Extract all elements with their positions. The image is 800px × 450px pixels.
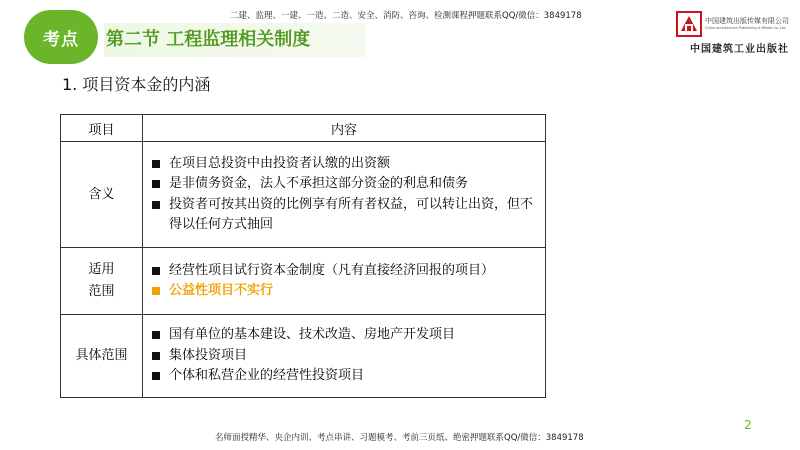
row-category [61, 248, 143, 315]
list-item [152, 154, 540, 175]
list-item-text: 在项目总投资中由投资者认缴的出资额 [169, 155, 391, 171]
square-bullet-icon [152, 372, 160, 380]
row-content [143, 142, 546, 248]
list-item [152, 366, 540, 387]
row-content [143, 315, 546, 398]
square-bullet-icon [152, 287, 160, 295]
section-title: 第二节 工程监理相关制度 [106, 29, 311, 50]
publisher-logo [676, 10, 792, 38]
list-item-text: 投资者可按其出资的比例享有所有者权益，可以转让出资，但不得以任何方式抽回 [169, 196, 534, 232]
square-bullet-icon [152, 201, 160, 209]
list-item [152, 174, 540, 195]
publisher-logo-icon [676, 11, 702, 37]
header-content: 内容 [143, 115, 546, 142]
square-bullet-icon [152, 267, 160, 275]
square-bullet-icon [152, 160, 160, 168]
bullet-list [144, 325, 544, 387]
table-header-row [61, 115, 546, 142]
list-item-text: 个体和私营企业的经营性投资项目 [169, 368, 365, 384]
bullet-list [144, 154, 544, 236]
list-item-text: 是非债务资金，法人不承担这部分资金的利息和债务 [169, 176, 469, 191]
capital-table [60, 114, 546, 398]
row-category [61, 315, 143, 398]
bottom-notice: 名师面授精华、央企内训、考点串讲、习题模考、考前三页纸、绝密押题联系QQ/微信：3849178 [215, 433, 584, 443]
category-label: 范围 [88, 284, 115, 299]
category-label: 适用 [88, 262, 115, 277]
category-label: 具体范围 [75, 348, 128, 363]
logo-publisher-name: 中国建筑工业出版社 [690, 44, 789, 55]
category-label: 含义 [88, 186, 115, 202]
list-item [152, 261, 540, 282]
list-item [152, 325, 540, 346]
list-item-text: 经营性项目试行资本金制度（凡有直接经济回报的项目） [169, 262, 495, 278]
table-body [61, 142, 546, 398]
table-row [61, 315, 546, 398]
header-item: 项目 [61, 115, 143, 142]
topic-badge: 考点 [24, 10, 98, 64]
bullet-list [144, 261, 544, 302]
list-item-highlight [152, 281, 540, 302]
square-bullet-icon [152, 352, 160, 360]
list-item [152, 195, 540, 236]
table-row [61, 142, 546, 248]
page-number: 2 [744, 418, 752, 432]
top-notice: 二建、监理、一建、一造、二造、安全、消防、咨询、检测课程押题联系QQ/微信：3849178 [230, 11, 582, 21]
logo-company-name: 中国建筑出版传媒有限公司 [705, 17, 789, 25]
list-item-text: 集体投资项目 [169, 347, 248, 363]
row-category [61, 142, 143, 248]
list-item-text: 公益性项目不实行 [169, 283, 274, 298]
square-bullet-icon [152, 331, 160, 339]
table-row [61, 248, 546, 315]
list-item-text: 国有单位的基本建设、技术改造、房地产开发项目 [169, 327, 456, 343]
list-item [152, 346, 540, 367]
logo-company-name-en: China Architecture Publishing & Media Co.,Ltd [705, 26, 786, 30]
subsection-heading: 1. 项目资本金的内涵 [62, 75, 211, 94]
row-content [143, 248, 546, 315]
square-bullet-icon [152, 180, 160, 188]
